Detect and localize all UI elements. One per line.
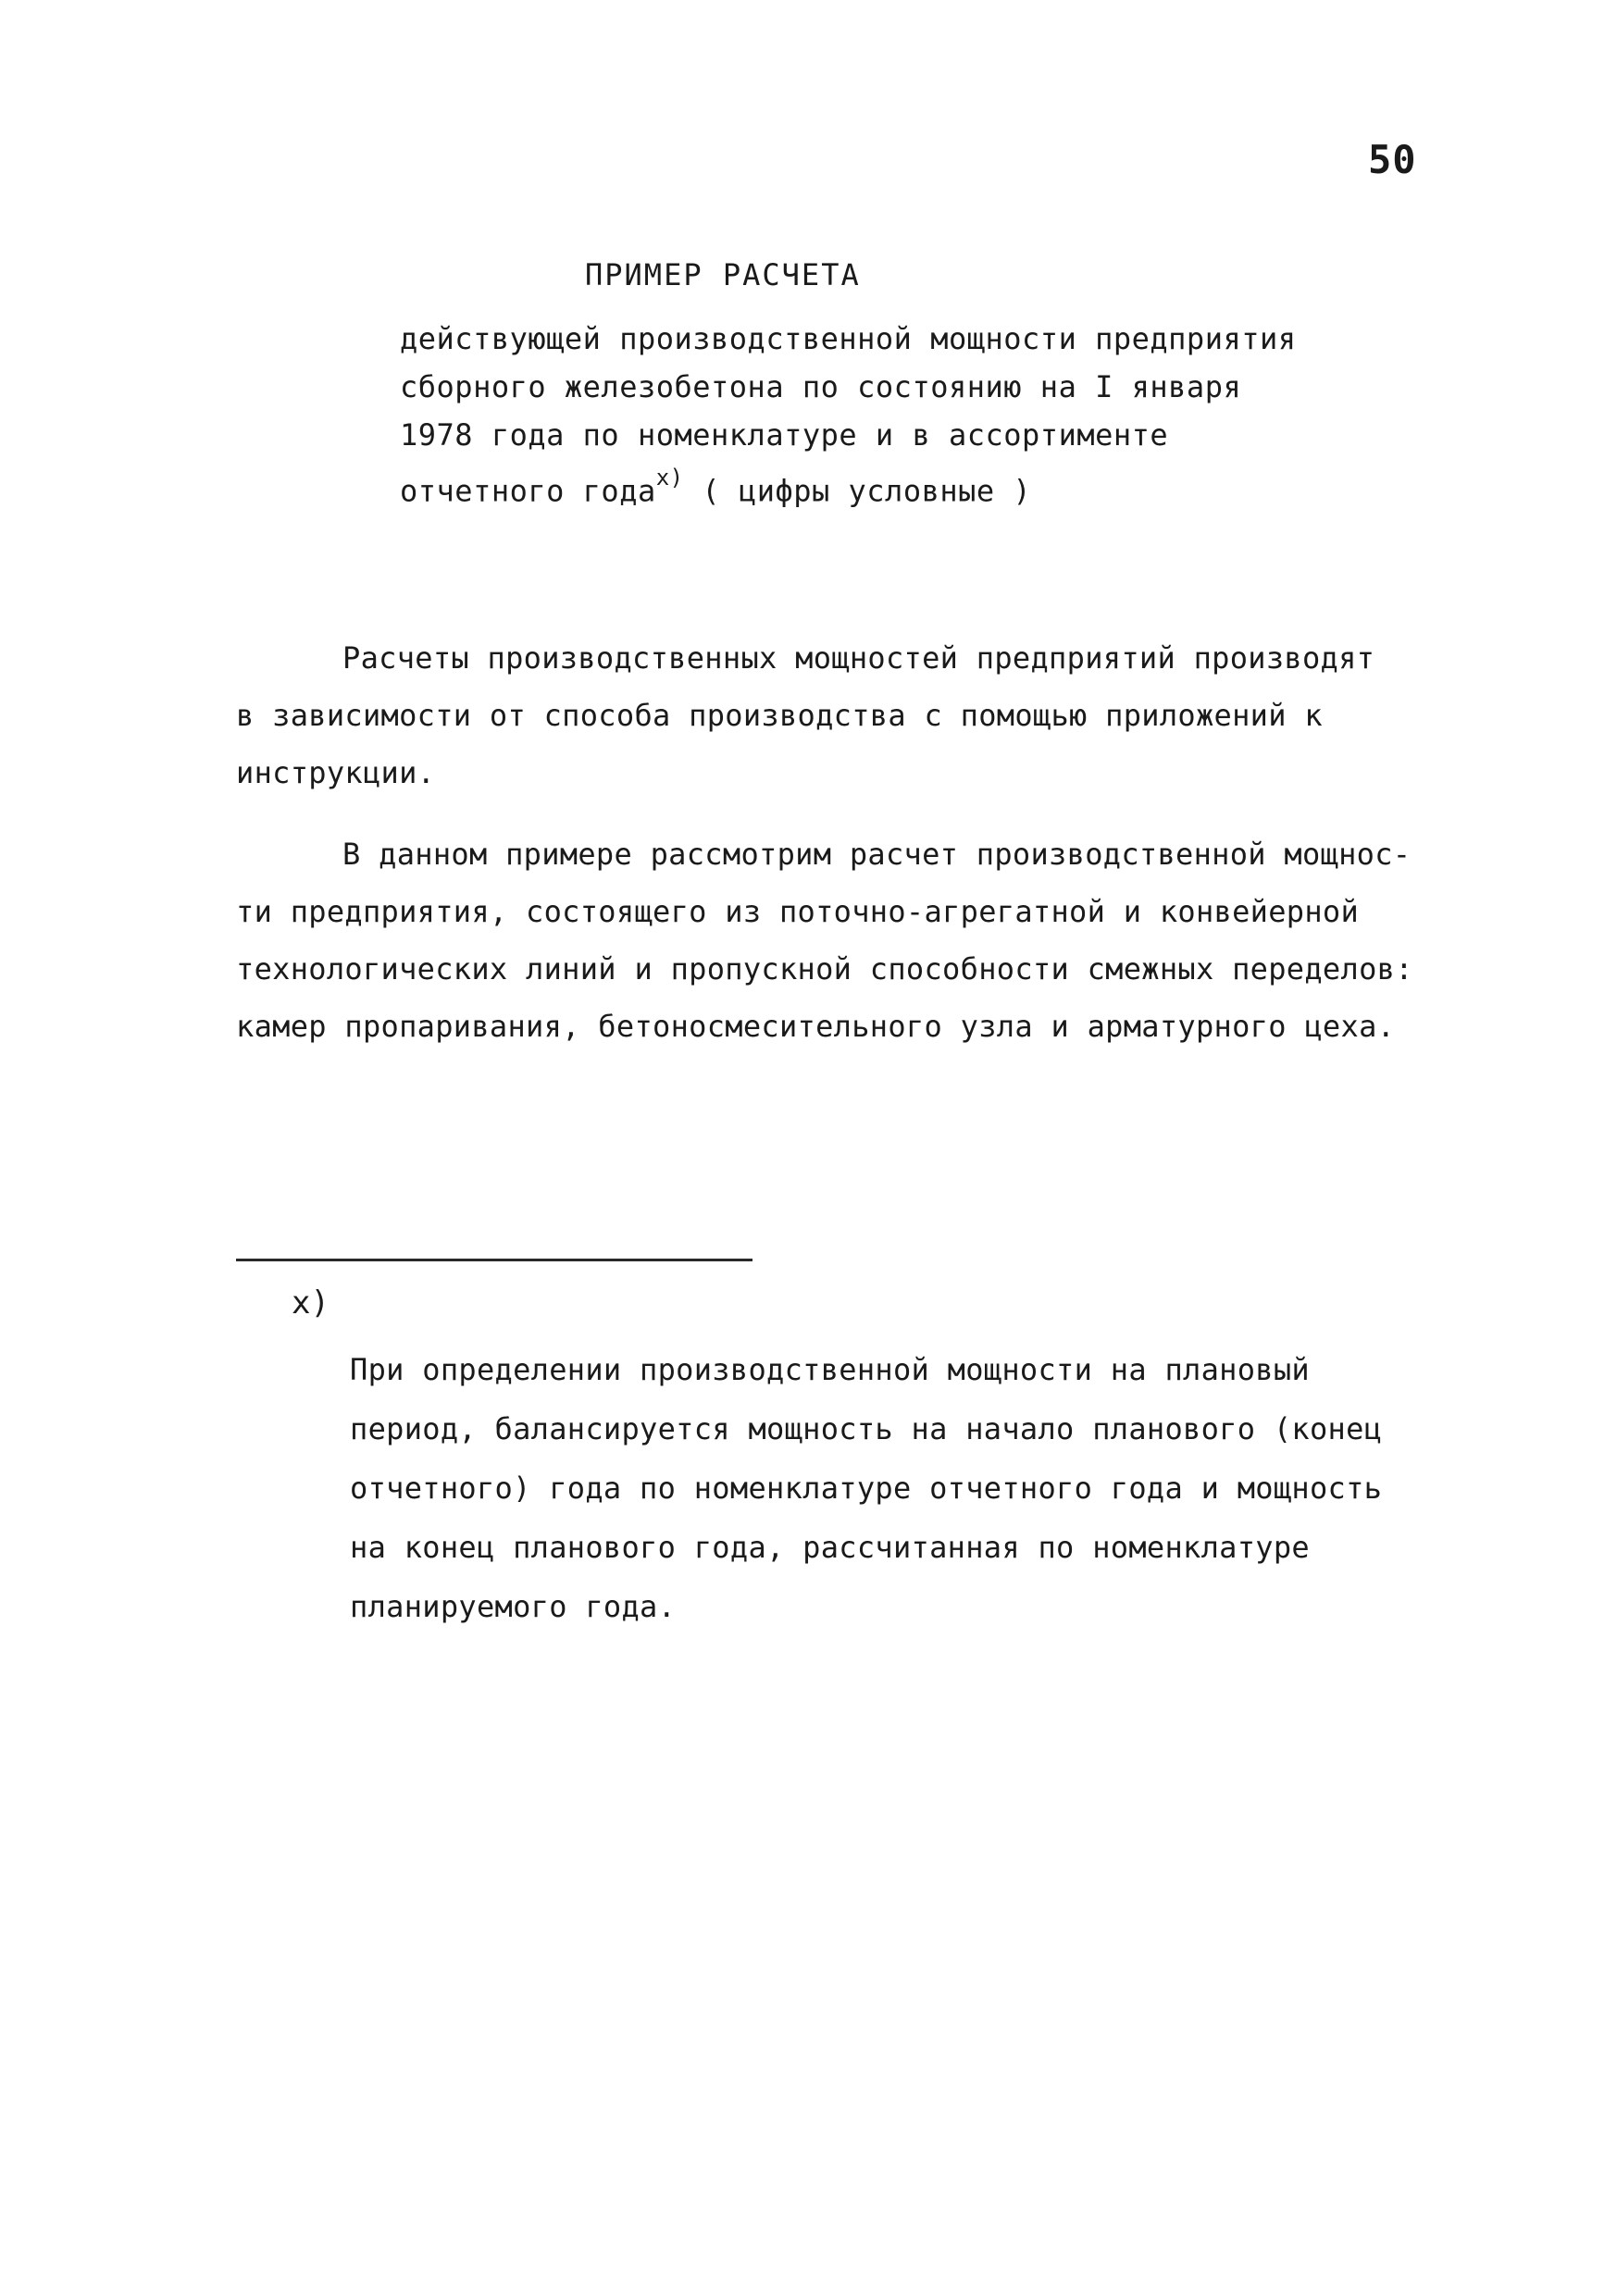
body-text: [236, 629, 1413, 1055]
footnote-line: период, балансируется мощность на начало планового (конец: [350, 1411, 1383, 1446]
subtitle: [400, 315, 1418, 515]
footnote-line: планируемого года.: [350, 1589, 677, 1624]
footnote-line: отчетного) года по номенклатуре отчетного года и мощность: [350, 1471, 1383, 1506]
footnote-line: При определении производственной мощности на плановый: [350, 1352, 1310, 1387]
subtitle-text: ( цифры условные ): [683, 473, 1032, 509]
paragraph-line: ти предприятия, состоящего из поточно-агрегатной и конвейерной: [236, 894, 1360, 929]
subtitle-line: 1978 года по номенклатуре и в ассортименте: [400, 417, 1169, 453]
footnote-mark: x): [292, 1285, 330, 1322]
page-number: 50: [1368, 137, 1417, 182]
paragraph-line: Расчеты производственных мощностей предприятий производят: [342, 640, 1375, 676]
page-title: ПРИМЕР РАСЧЕТА: [585, 257, 861, 292]
paragraph-line: инструкции.: [236, 755, 436, 790]
footnote-divider: [236, 1259, 753, 1261]
paragraph-line: В данном примере рассмотрим расчет производственной мощнос-: [342, 837, 1412, 872]
subtitle-text: отчетного года: [400, 473, 656, 509]
subtitle-line: действующей производственной мощности предприятия: [400, 321, 1297, 356]
footnote-reference: x): [655, 465, 684, 490]
subtitle-line: [400, 459, 1418, 515]
footnote-text: [350, 1340, 1405, 1636]
paragraph-line: технологических линий и пропускной способности смежных переделов:: [236, 951, 1413, 987]
footnote-line: на конец планового года, рассчитанная по номенклатуре: [350, 1530, 1310, 1565]
paragraph-line: камер пропаривания, бетоносмесительного узла и арматурного цеха.: [236, 1009, 1396, 1044]
subtitle-line: сборного железобетона по состоянию на I января: [400, 369, 1242, 404]
paragraph-line: в зависимости от способа производства с помощью приложений к: [236, 698, 1323, 733]
